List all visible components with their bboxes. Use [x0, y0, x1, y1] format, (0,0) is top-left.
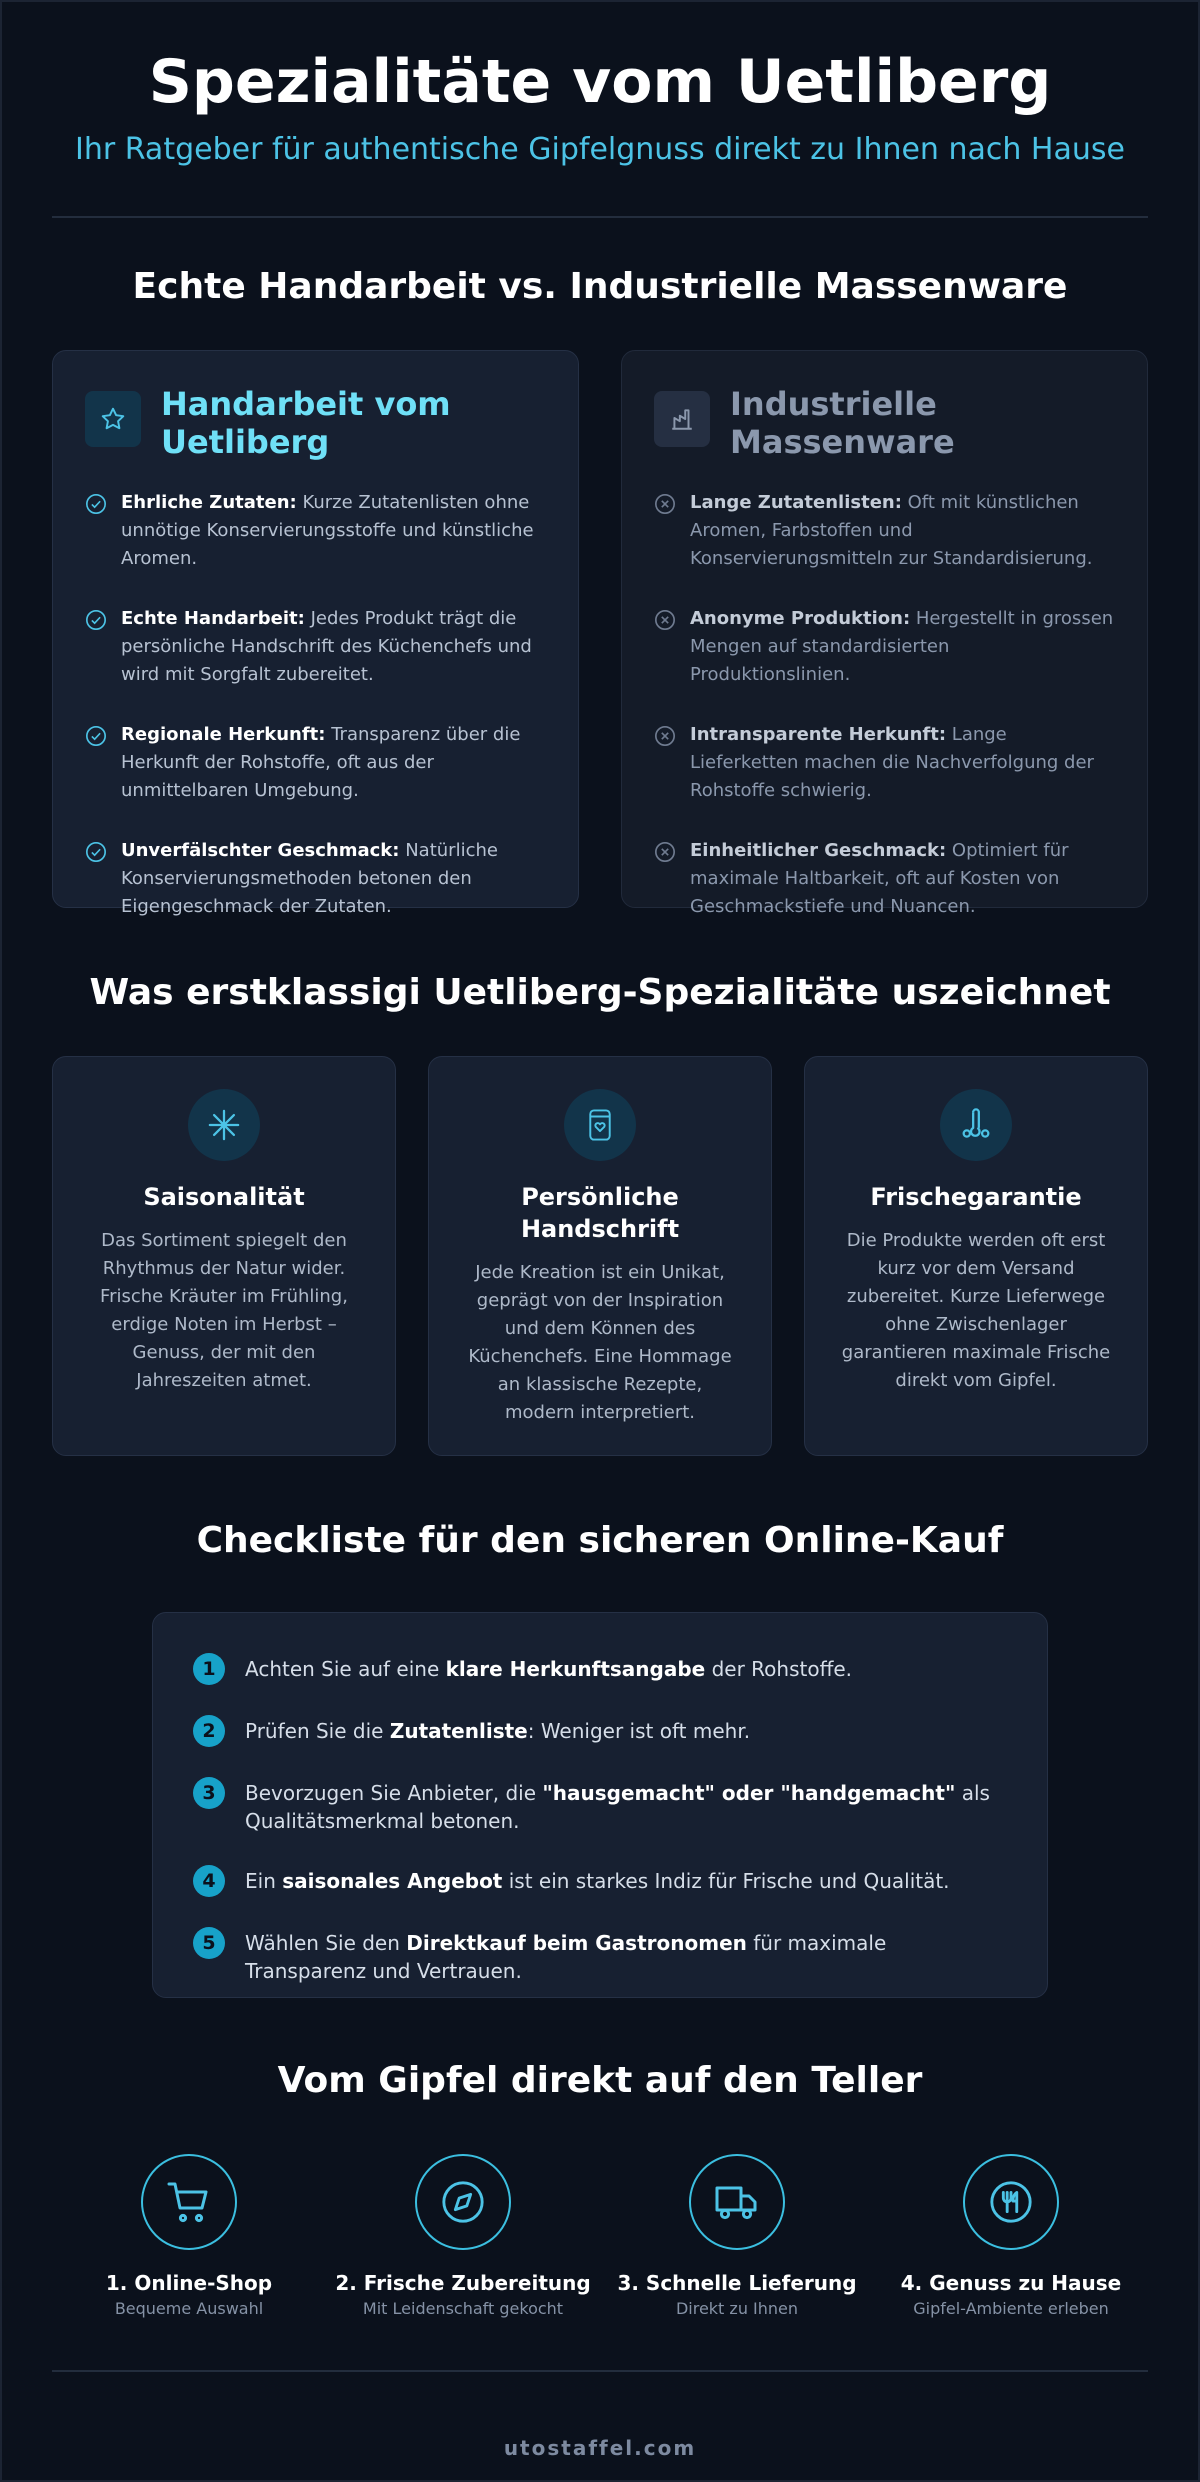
comparison-item-text [121, 837, 546, 921]
footer-brand: utostaffel.com [503, 2436, 697, 2460]
checklist-text [245, 1715, 750, 1745]
thermometer-icon [940, 1089, 1012, 1161]
checklist-text-pre: Wählen Sie den [245, 1931, 407, 1955]
comparison-item-description: Lange Lieferketten machen die Nachverfolgung der Rohstoffe schwierig. [690, 724, 1094, 801]
comparison-item-description: Oft mit künstlichen Aromen, Farbstoffen und Konservierungsmitteln zur Standardisierung. [690, 492, 1093, 569]
factory-icon [654, 391, 710, 447]
handmade-title: Handarbeit vom Uetliberg [161, 385, 451, 461]
checklist-text-post: der Rohstoffe. [705, 1657, 853, 1681]
comparison-item-text [690, 721, 1115, 805]
checklist-item [193, 1653, 1007, 1685]
industrial-card [621, 350, 1148, 917]
checklist-text-bold: Zutatenliste [389, 1719, 528, 1743]
industrial-title: Industrielle Massenware [730, 385, 955, 461]
comparison-item-text [121, 605, 546, 689]
checklist-number: 4 [193, 1865, 225, 1897]
compass-icon [415, 2154, 511, 2250]
checklist-text-bold: Direktkauf beim Gastronomen [406, 1931, 747, 1955]
comparison-item-label: Regionale Herkunft: [121, 724, 326, 745]
process-step [56, 2154, 322, 2320]
x-circle-icon [654, 609, 676, 631]
comparison-item-description: Jedes Produkt trägt die persönliche Handschrift des Küchenchefs und wird mit Sorgfalt zubereitet. [121, 608, 532, 685]
comparison-item-description: Natürliche Konservierungsmethoden betonen den Eigengeschmack der Zutaten. [121, 840, 498, 917]
comparison-item-description: Kurze Zutatenlisten ohne unnötige Konservierungsstoffe und künstliche Aromen. [121, 492, 534, 569]
checklist-text [245, 1927, 1007, 1985]
checklist-item [193, 1865, 1007, 1897]
handmade-card [52, 350, 579, 917]
comparison-item-text [690, 489, 1115, 573]
checklist-text-pre: Bevorzugen Sie Anbieter, die [245, 1781, 543, 1805]
step-subtitle: Gipfel-Ambiente erleben [913, 2299, 1109, 2318]
page-title: Spezialitäte vom Uetliberg [148, 47, 1052, 117]
checklist-text-post: ist ein starkes Indiz für Frische und Qualität. [502, 1869, 950, 1893]
feature-title: Frischegarantie [870, 1183, 1082, 1211]
comparison-item-label: Lange Zutatenlisten: [690, 492, 902, 513]
divider [52, 216, 1148, 218]
process-step [604, 2154, 870, 2320]
features-title: Was erstklassigi Uetliberg-Spezialitäte uszeichnet [89, 972, 1111, 1013]
feature-card [52, 1056, 396, 1456]
check-circle-icon [85, 725, 107, 747]
step-subtitle: Bequeme Auswahl [114, 2299, 264, 2318]
features-section [52, 1056, 1148, 1456]
comparison-item [654, 837, 1115, 921]
truck-icon [689, 2154, 785, 2250]
process-step [878, 2154, 1144, 2320]
shopping-cart-icon [141, 2154, 237, 2250]
check-circle-icon [85, 493, 107, 515]
comparison-item [85, 721, 546, 805]
feature-title: Persönliche Handschrift [520, 1183, 680, 1243]
feature-card [428, 1056, 772, 1456]
comparison-item-label: Anonyme Produktion: [690, 608, 911, 629]
checklist-text-pre: Prüfen Sie die [245, 1719, 390, 1743]
feature-title: Saisonalität [143, 1183, 305, 1211]
feature-text: Das Sortiment spiegelt den Rhythmus der Natur wider. Frische Kräuter im Frühling, erdige Noten im Herbst – Genuss, der mit den Jahreszeiten atmet. [100, 1230, 348, 1391]
step-title: 2. Frische Zubereitung [335, 2271, 591, 2295]
comparison-item [654, 721, 1115, 805]
comparison-item-text [121, 721, 546, 805]
step-subtitle: Mit Leidenschaft gekocht [362, 2299, 564, 2318]
comparison-item-label: Unverfälschter Geschmack: [121, 840, 400, 861]
step-title: 1. Online-Shop [105, 2271, 273, 2295]
checklist-text-pre: Achten Sie auf eine [245, 1657, 446, 1681]
step-title: 3. Schnelle Lieferung [617, 2271, 857, 2295]
checklist-text [245, 1653, 852, 1683]
utensils-icon [963, 2154, 1059, 2250]
comparison-item-label: Intransparente Herkunft: [690, 724, 947, 745]
comparison-section [52, 350, 1148, 917]
divider [52, 2370, 1148, 2372]
comparison-title: Echte Handarbeit vs. Industrielle Massenware [132, 266, 1068, 307]
x-circle-icon [654, 725, 676, 747]
step-subtitle: Direkt zu Ihnen [675, 2299, 799, 2318]
checklist-text-bold: "hausgemacht" oder "handgemacht" [542, 1781, 956, 1805]
checklist-text-bold: saisonales Angebot [282, 1869, 503, 1893]
checklist-item [193, 1927, 1007, 1985]
star-icon [85, 391, 141, 447]
step-title: 4. Genuss zu Hause [900, 2271, 1122, 2295]
comparison-item-description: Optimiert für maximale Haltbarkeit, oft auf Kosten von Geschmackstiefe und Nuancen. [690, 840, 1069, 917]
checklist-number: 2 [193, 1715, 225, 1747]
comparison-item-description: Hergestellt in grossen Mengen auf standardisierten Produktionslinien. [690, 608, 1114, 685]
comparison-item-label: Echte Handarbeit: [121, 608, 305, 629]
comparison-item [85, 837, 546, 921]
comparison-item-text [121, 489, 546, 573]
comparison-item [85, 489, 546, 573]
feature-text: Die Produkte werden oft erst kurz vor dem Versand zubereitet. Kurze Lieferwege ohne Zwischenlager garantieren maximale Frische direkt vom Gipfel. [841, 1230, 1111, 1391]
snowflake-icon [188, 1089, 260, 1161]
checklist-text-post: für maximale Transparenz und Vertrauen. [245, 1931, 887, 1983]
checklist-text-post: als Qualitätsmerkmal betonen. [245, 1781, 990, 1833]
check-circle-icon [85, 841, 107, 863]
checklist-item [193, 1715, 1007, 1747]
checklist-number: 1 [193, 1653, 225, 1685]
comparison-item-label: Ehrliche Zutaten: [121, 492, 297, 513]
checklist-text [245, 1777, 1007, 1835]
x-circle-icon [654, 841, 676, 863]
comparison-item-text [690, 605, 1115, 689]
feature-text: Jede Kreation ist ein Unikat, geprägt von der Inspiration und dem Können des Küchenchefs. Eine Hommage an klassische Rezepte, modern interpretiert. [468, 1262, 732, 1423]
checklist-number: 5 [193, 1927, 225, 1959]
steps-title: Vom Gipfel direkt auf den Teller [277, 2060, 923, 2101]
comparison-item [85, 605, 546, 689]
comparison-item-text [690, 837, 1115, 921]
checklist-text [245, 1865, 950, 1895]
comparison-item [654, 605, 1115, 689]
checklist-text-pre: Ein [245, 1869, 283, 1893]
comparison-item-description: Transparenz über die Herkunft der Rohstoffe, oft aus der unmittelbaren Umgebung. [121, 724, 521, 801]
checklist-title: Checkliste für den sicheren Online-Kauf [196, 1520, 1004, 1561]
checklist-number: 3 [193, 1777, 225, 1809]
page-subtitle: Ihr Ratgeber für authentische Gipfelgnuss direkt zu Ihnen nach Hause [75, 132, 1125, 167]
comparison-item [654, 489, 1115, 573]
process-step [330, 2154, 596, 2320]
comparison-item-label: Einheitlicher Geschmack: [690, 840, 947, 861]
checklist-text-post: : Weniger ist oft mehr. [527, 1719, 751, 1743]
jar-heart-icon [564, 1089, 636, 1161]
checklist-text-bold: klare Herkunftsangabe [445, 1657, 706, 1681]
checklist-box [152, 1612, 1048, 1998]
checklist-item [193, 1777, 1007, 1835]
steps-section [52, 2154, 1148, 2320]
feature-card [804, 1056, 1148, 1456]
check-circle-icon [85, 609, 107, 631]
x-circle-icon [654, 493, 676, 515]
